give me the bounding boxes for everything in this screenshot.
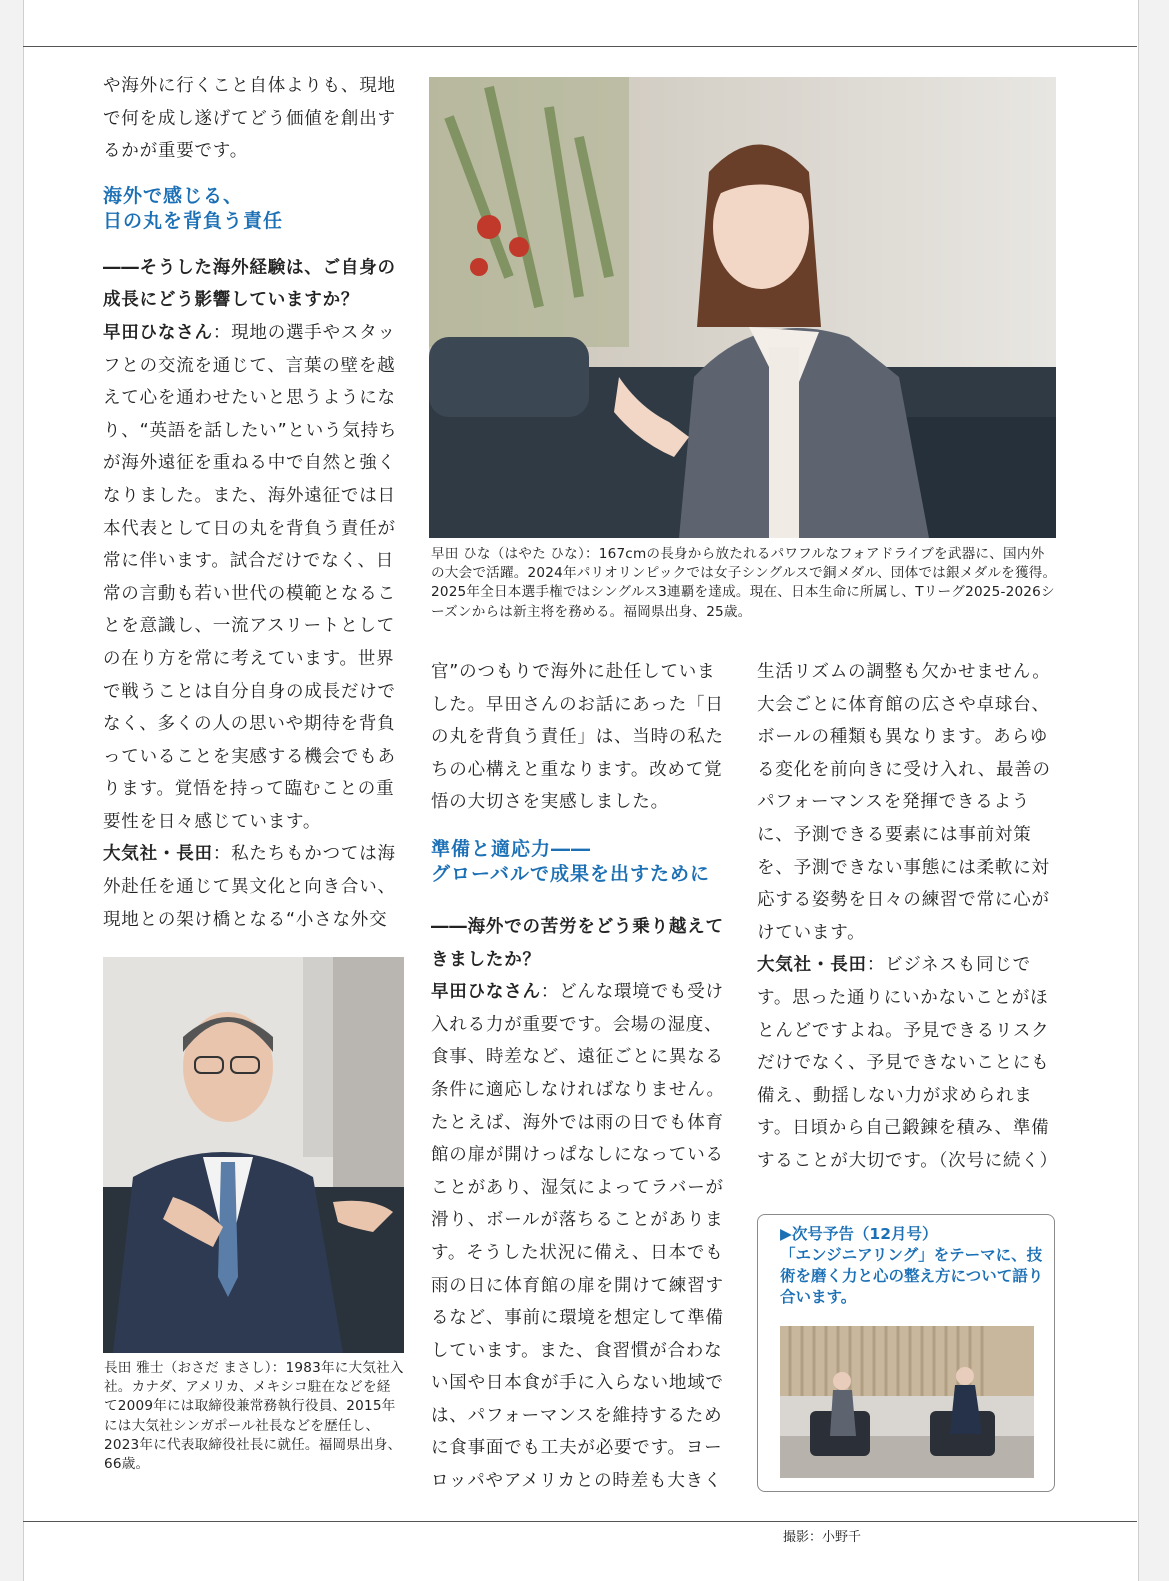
heading-line: グローバルで成果を出すために (431, 862, 711, 885)
continued-text: 官”のつもりで海外に赴任していました。早田さんのお話にあった「日の丸を背負う責任」は、当時の私たちの心構えと重なります。改めて覚悟の大切さを実感しました。 (431, 662, 724, 813)
speaker-label: 大気社・長田 (757, 955, 867, 976)
speaker-label: 早田ひなさん (103, 322, 213, 343)
answer-text: ：ビジネスも同じです。思った通りにいかないことがほとんどですよね。予見できるリスクだけでなく、予見できないことにも備え、動揺しない力が求められます。日頃から自己鍛錬を積み、準備することが大切です。（次号に続く） (757, 955, 1058, 1171)
next-issue-title: ▶次号予告（12月号） (780, 1225, 938, 1243)
caption-nagata: 長田 雅士（おさだ まさし）：1983年に大気社入社。カナダ、アメリカ、メキシコ駐在などを経て2009年には取締役兼常務執行役員、2015年には大気社シンガポール社長などを歴任し、2023年に代表取締役社長に就任。福岡県出身、66歳。 (104, 1360, 404, 1473)
answer-text: ：私たちもかつては海外赴任を通じて異文化と向き合い、現地との架け橋となる“小さな外交 (103, 844, 396, 930)
answer-hayata (103, 317, 406, 839)
heading-line: 準備と適応力―― (431, 837, 592, 860)
photo-hayata (429, 77, 1056, 538)
speaker-label: 大気社・長田 (103, 844, 213, 865)
interview-question: ――海外での苦労をどう乗り越えてきましたか？ (431, 916, 724, 970)
section-heading-2 (431, 837, 731, 887)
continued-text: 生活リズムの調整も欠かせません。大会ごとに体育館の広さや卓球台、ボールの種類も異なります。あらゆる変化を前向きに受け入れ、最善のパフォーマンスを発揮できるように、予測できる要素には事前対策を、予測できない事態には柔軟に対応する姿勢を日々の練習で常に心がけています。 (757, 662, 1051, 943)
caption-hayata: 早田 ひな（はやた ひな）：167cmの長身から放たれるパワフルなフォアドライブを武器に、国内外の大会で活躍。2024年パリオリンピックでは女子シングルスで銅メダル、団体では銀メダルを獲得。2025年全日本選手権ではシングルス3連覇を達成。現在、日本生命に所属し、Tリーグ2025-2026シーズンからは新主将を務める。福岡県出身、25歳。 (431, 546, 1057, 620)
heading-line: 海外で感じる、 (103, 184, 244, 207)
portrait-illustration (103, 957, 404, 1353)
photo-next-issue (780, 1326, 1034, 1478)
next-issue-description: 「エンジニアリング」をテーマに、技術を磨く力と心の整え方について語り合います。 (780, 1246, 1044, 1306)
next-issue-text (780, 1224, 1045, 1308)
bottom-rule (23, 1521, 1137, 1522)
speaker-label: 早田ひなさん (431, 982, 541, 1003)
top-rule (23, 46, 1137, 47)
column-2 (431, 656, 731, 1498)
column-3 (757, 656, 1059, 1178)
intro-text: や海外に行くこと自体よりも、現地で何を成し遂げてどう価値を創出するかが重要です。 (103, 76, 396, 162)
portrait-illustration (429, 77, 1056, 538)
heading-line: 日の丸を背負う責任 (103, 209, 284, 232)
section-heading-1 (103, 184, 406, 234)
answer-nagata (103, 838, 406, 936)
answer-hayata (431, 976, 731, 1498)
answer-text: ：どんな環境でも受け入れる力が重要です。会場の湿度、食事、時差など、遠征ごとに異なる条件に適応しなければなりません。たとえば、海外では雨の日でも体育館の扉が開けっぱなしになっていることがあり、湿気によってラバーが滑り、ボールが落ちることがあります。そうした状況に備え、日本でも雨の日に体育館の扉を開けて練習するなど、事前に環境を想定して準備しています。また、食習慣が合わない国や日本食が手に入らない地域では、パフォーマンスを維持するために食事面でも工夫が必要です。ヨーロッパやアメリカとの時差も大きく (431, 982, 725, 1492)
column-1 (103, 70, 406, 936)
dialogue-illustration (780, 1326, 1034, 1478)
interview-question: ――そうした海外経験は、ご自身の成長にどう影響していますか？ (103, 257, 396, 311)
photo-credit: 撮影：小野千 (783, 1530, 862, 1545)
photo-nagata (103, 957, 404, 1353)
answer-nagata (757, 949, 1059, 1177)
answer-text: ：現地の選手やスタッフとの交流を通じて、言葉の壁を越えて心を通わせたいと思うようになり、“英語を話したい”という気持ちが海外遠征を重ねる中で自然と強くなりました。また、海外遠征では日本代表として日の丸を背負う責任が常に伴います。試合だけでなく、日常の言動も若い世代の模範となることを意識し、一流アスリートとしての在り方を常に考えています。世界で戦うことは自分自身の成長だけでなく、多くの人の思いや期待を背負っていることを実感する機会でもあります。覚悟を持って臨むことの重要性を日々感じています。 (103, 322, 398, 832)
next-issue-box (757, 1214, 1055, 1492)
